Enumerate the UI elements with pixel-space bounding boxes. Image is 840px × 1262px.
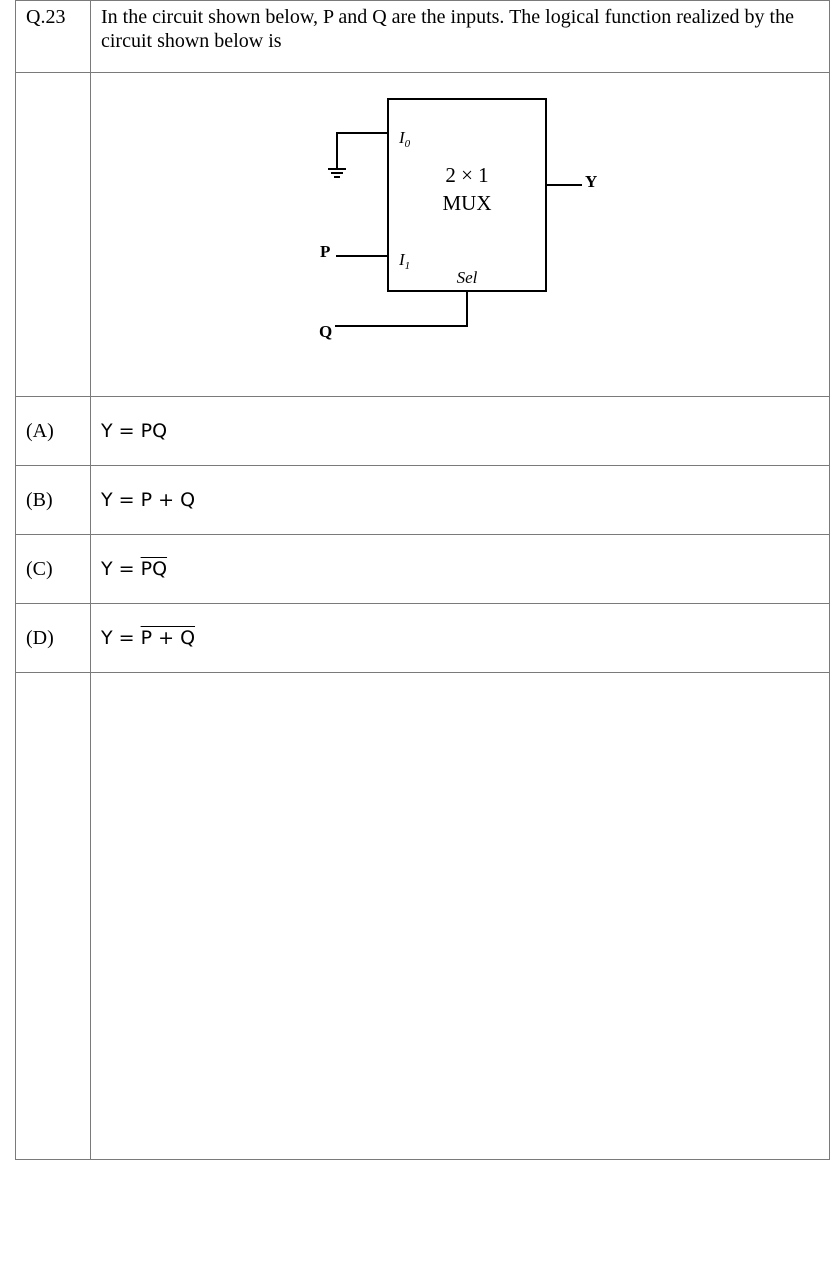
figure-number-cell	[16, 73, 91, 397]
mux-label-size: 2 × 1	[445, 163, 489, 187]
option-row-a	[16, 397, 830, 466]
input-q-wire	[335, 291, 467, 326]
option-a-expr: PQ	[140, 420, 168, 442]
figure-cell	[91, 73, 830, 397]
answer-space-number-cell	[16, 673, 91, 1160]
answer-space-cell	[91, 673, 830, 1160]
question-text: In the circuit shown below, P and Q are the inputs. The logical function realized by the circuit shown below is	[91, 1, 830, 73]
mux-circuit-diagram	[91, 73, 829, 397]
option-c-text	[91, 535, 830, 604]
option-row-b	[16, 466, 830, 535]
input0-label: $I_0$	[399, 128, 411, 150]
option-c-lhs: Y =	[101, 558, 141, 580]
option-d-text	[91, 604, 830, 673]
select-label: Sel	[456, 268, 478, 287]
option-d-expr: P + Q	[140, 627, 196, 649]
question-number: Q.23	[16, 1, 91, 73]
option-b-label: (B)	[16, 466, 91, 535]
option-d-label: (D)	[16, 604, 91, 673]
ground-icon	[328, 169, 346, 177]
answer-space-row	[16, 673, 830, 1160]
option-b-lhs: Y =	[101, 489, 141, 511]
figure-row	[16, 73, 830, 397]
question-table	[15, 0, 830, 1160]
mux-label-name: MUX	[442, 191, 492, 215]
option-b-expr: P + Q	[140, 489, 196, 511]
option-b-text	[91, 466, 830, 535]
input-p-label: P	[320, 242, 331, 261]
input1-label: $I_1$	[399, 250, 411, 272]
option-d-lhs: Y =	[101, 627, 141, 649]
input0-wire	[337, 133, 388, 169]
input-q-label: Q	[319, 322, 333, 341]
option-a-label: (A)	[16, 397, 91, 466]
option-c-expr: $\overline{PQ}$	[140, 558, 168, 580]
option-a-text	[91, 397, 830, 466]
option-c-label: (C)	[16, 535, 91, 604]
output-y-label: Y	[585, 172, 598, 191]
question-row	[16, 1, 830, 73]
option-row-c	[16, 535, 830, 604]
option-a-lhs: Y =	[101, 420, 141, 442]
option-row-d	[16, 604, 830, 673]
